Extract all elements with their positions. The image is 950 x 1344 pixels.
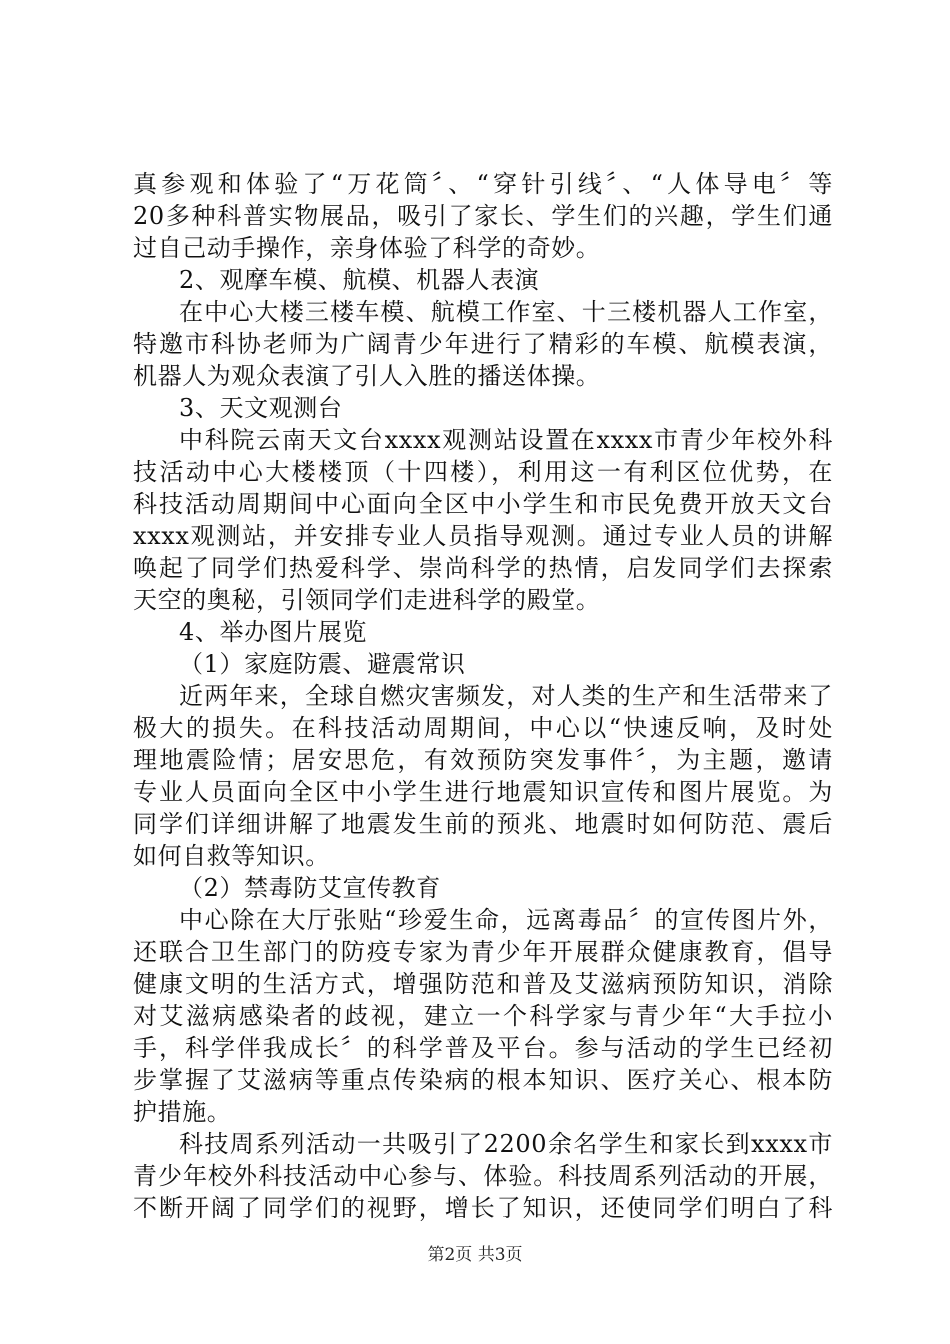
page-footer bbox=[0, 1244, 950, 1266]
subsection-heading-2: （2）禁毒防艾宣传教育 bbox=[179, 874, 441, 902]
body-line: 科技活动周期间中心面向全区中小学生和市民免费开放天文台 bbox=[133, 490, 833, 518]
body-line: 中心除在大厅张贴“珍爱生命，远离毒品〞的宣传图片外， bbox=[179, 906, 833, 934]
section-heading-3: 3、天文观测台 bbox=[179, 394, 343, 422]
body-line: 不断开阔了同学们的视野，增长了知识，还使同学们明白了科 bbox=[133, 1194, 833, 1222]
body-line: 同学们详细讲解了地震发生前的预兆、地震时如何防范、震后 bbox=[133, 810, 833, 838]
body-line: 天空的奥秘，引领同学们走进科学的殿堂。 bbox=[133, 586, 601, 614]
body-line: 青少年校外科技活动中心参与、体验。科技周系列活动的开展， bbox=[133, 1162, 833, 1190]
page-number: 第2页 共3页 bbox=[427, 1245, 523, 1265]
body-line: 唤起了同学们热爱科学、崇尚科学的热情，启发同学们去探索 bbox=[133, 554, 833, 582]
body-line: 极大的损失。在科技活动周期间，中心以“快速反响，及时处 bbox=[133, 714, 833, 742]
section-heading-4: 4、举办图片展览 bbox=[179, 618, 368, 646]
section-heading-2: 2、观摩车模、航模、机器人表演 bbox=[179, 266, 540, 294]
body-line: 科技周系列活动一共吸引了2200余名学生和家长到xxxx市 bbox=[179, 1130, 833, 1158]
body-line: 机器人为观众表演了引人入胜的播送体操。 bbox=[133, 362, 601, 390]
body-line: 对艾滋病感染者的歧视，建立一个科学家与青少年“大手拉小 bbox=[133, 1002, 833, 1030]
document-body bbox=[133, 168, 833, 1224]
body-line: 特邀市科协老师为广阔青少年进行了精彩的车模、航模表演， bbox=[133, 330, 833, 358]
body-line: 中科院云南天文台xxxx观测站设置在xxxx市青少年校外科 bbox=[179, 426, 833, 454]
subsection-heading-1: （1）家庭防震、避震常识 bbox=[179, 650, 466, 678]
body-line: xxxx观测站，并安排专业人员指导观测。通过专业人员的讲解 bbox=[133, 522, 833, 550]
body-line: 近两年来，全球自燃灾害频发，对人类的生产和生活带来了 bbox=[179, 682, 833, 710]
body-line: 如何自救等知识。 bbox=[133, 842, 330, 870]
body-line: 技活动中心大楼楼顶（十四楼），利用这一有利区位优势，在 bbox=[133, 458, 833, 486]
body-line: 专业人员面向全区中小学生进行地震知识宣传和图片展览。为 bbox=[133, 778, 833, 806]
body-line: 健康文明的生活方式，增强防范和普及艾滋病预防知识，消除 bbox=[133, 970, 833, 998]
body-line: 理地震险情；居安思危，有效预防突发事件〞，为主题，邀请 bbox=[133, 746, 833, 774]
body-line: 真参观和体验了“万花筒〞、“穿针引线〞、“人体导电〞等 bbox=[133, 170, 833, 198]
body-line: 过自己动手操作，亲身体验了科学的奇妙。 bbox=[133, 234, 601, 262]
body-line: 20多种科普实物展品，吸引了家长、学生们的兴趣，学生们通 bbox=[133, 202, 833, 230]
body-line: 步掌握了艾滋病等重点传染病的根本知识、医疗关心、根本防 bbox=[133, 1066, 833, 1094]
body-line: 还联合卫生部门的防疫专家为青少年开展群众健康教育，倡导 bbox=[133, 938, 833, 966]
body-line: 护措施。 bbox=[133, 1098, 232, 1126]
body-line: 手，科学伴我成长〞的科学普及平台。参与活动的学生已经初 bbox=[133, 1034, 833, 1062]
body-line: 在中心大楼三楼车模、航模工作室、十三楼机器人工作室， bbox=[179, 298, 833, 326]
